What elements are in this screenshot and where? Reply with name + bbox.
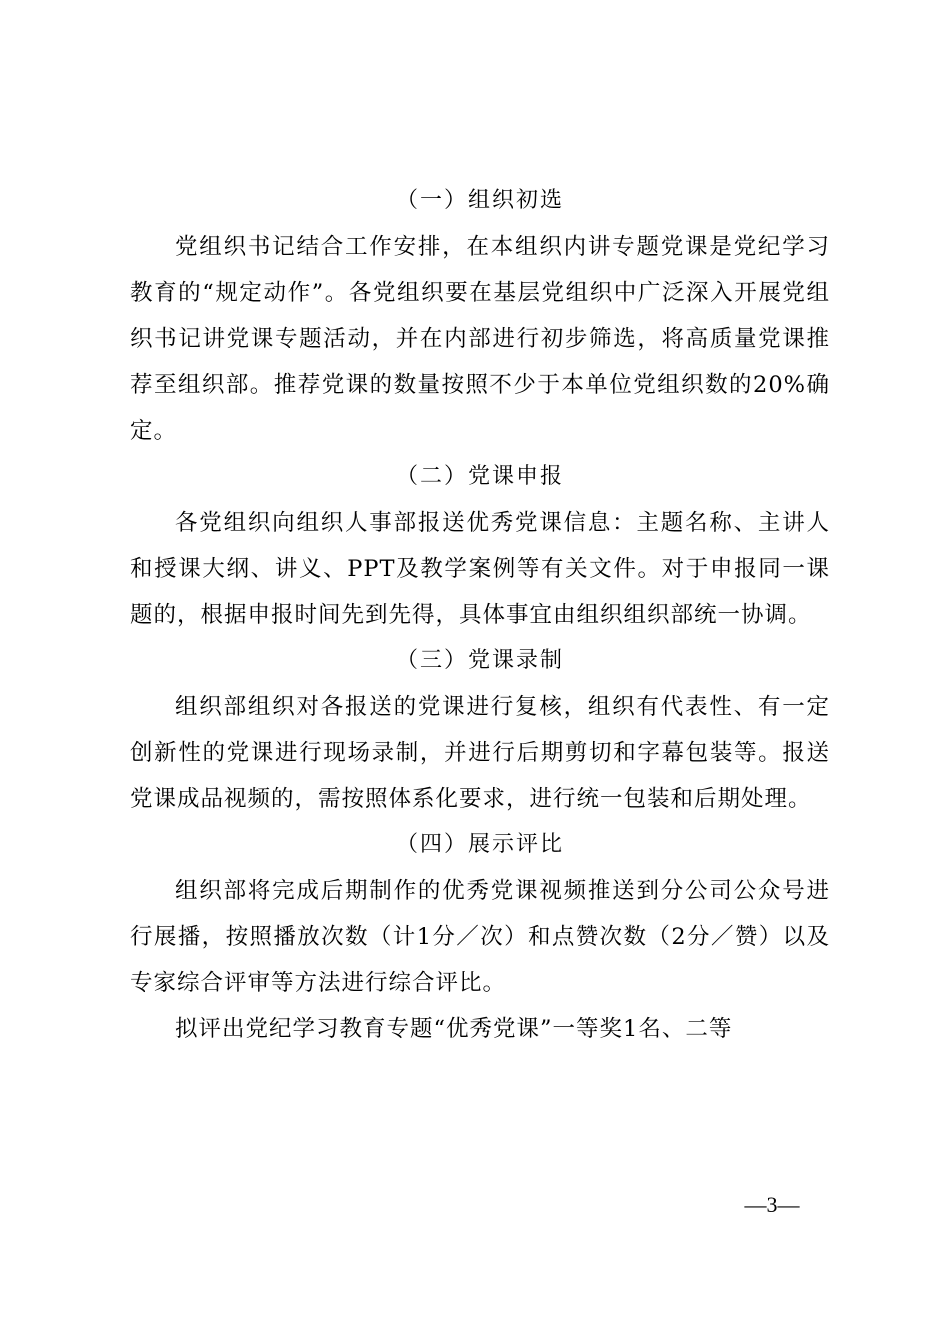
section-course-recording — [130, 638, 830, 822]
document-body — [130, 178, 830, 1052]
section-organization-preselection — [130, 178, 830, 454]
body-paragraph: 组织部将完成后期制作的优秀党课视频推送到分公司公众号进行展播，按照播放次数（计1分／次）和点赞次数（2分／赞）以及专家综合评审等方法进行综合评比。 — [130, 878, 830, 996]
section-course-application — [130, 454, 830, 638]
body-paragraph: 组织部组织对各报送的党课进行复核，组织有代表性、有一定创新性的党课进行现场录制，并进行后期剪切和字幕包装等。报送党课成品视频的，需按照体系化要求，进行统一包装和后期处理。 — [130, 694, 830, 812]
body-paragraph: 党组织书记结合工作安排，在本组织内讲专题党课是党纪学习教育的“规定动作”。各党组织要在基层党组织中广泛深入开展党组织书记讲党课专题活动，并在内部进行初步筛选，将高质量党课推荐至组织部。推荐党课的数量按照不少于本单位党组织数的20%确定。 — [130, 234, 830, 444]
section-heading: （一）组织初选 — [395, 188, 564, 213]
body-paragraph: 拟评出党纪学习教育专题“优秀党课”一等奖1名、二等 — [175, 1016, 733, 1042]
section-heading: （四）展示评比 — [395, 832, 564, 857]
page-number: —3— — [744, 1192, 800, 1217]
section-heading: （二）党课申报 — [395, 464, 564, 489]
body-paragraph: 各党组织向组织人事部报送优秀党课信息：主题名称、主讲人和授课大纲、讲义、PPT及教学案例等有关文件。对于申报同一课题的，根据申报时间先到先得，具体事宜由组织组织部统一协调。 — [130, 510, 830, 628]
section-display-evaluation — [130, 822, 830, 1052]
section-heading: （三）党课录制 — [395, 648, 564, 673]
